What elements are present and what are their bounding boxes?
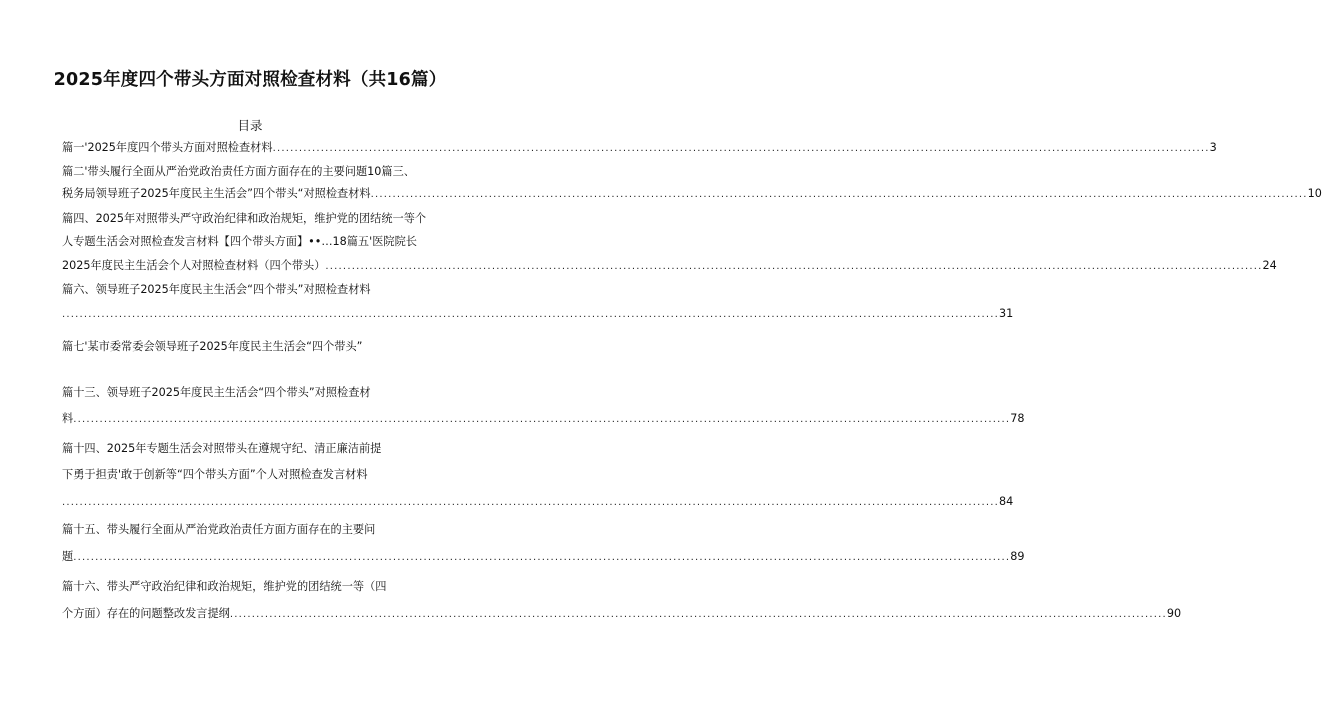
toc-leader-dots: ...................................................................................................................................................................................................................... (73, 414, 1011, 425)
toc-entry-text: 税务局领导班子2025年度民主生活会”四个带头“对照检查材料 (62, 187, 371, 200)
toc-page-number: 84 (999, 495, 1014, 508)
toc-entry-text: 个方面）存在的问题整改发言提纲 (62, 607, 230, 620)
toc-entry-3[interactable] (62, 187, 1322, 201)
toc-entry-4-line-1[interactable]: 篇四、2025年对照带头严守政治纪律和政治规矩，维护党的团结统一等个 (62, 212, 427, 225)
toc-entry-2-line[interactable]: 篇二'带头履行全面从严治党政治责任方面方面存在的主要问题10篇三、 (62, 165, 415, 178)
toc-leader-dots: ...................................................................................................................................................................................................................... (62, 497, 1000, 508)
toc-heading: 目录 (237, 118, 263, 133)
toc-entry-15-line[interactable]: 篇十五、带头履行全面从严治党政治责任方面方面存在的主要问 (62, 523, 376, 536)
toc-leader-dots: ...................................................................................................................................................................................................................... (73, 552, 1011, 563)
toc-entry-14-line-1[interactable]: 篇十四、2025年专题生活会对照带头在遵规守纪、清正廉洁前提 (62, 442, 382, 455)
toc-entry-16-line[interactable]: 篇十六、带头严守政治纪律和政治规矩，维护党的团结统一等（四 (62, 580, 387, 593)
toc-entry-6-line[interactable]: 篇六、领导班子2025年度民主生活会“四个带头”对照检查材料 (62, 283, 371, 296)
toc-entry-text: 2025年度民主生活会个人对照检查材料（四个带头） (62, 259, 326, 272)
toc-leader-dots: ...................................................................................................................................................................................................................... (229, 609, 1167, 620)
toc-page-number: 31 (999, 307, 1014, 320)
toc-page-number: 90 (1166, 607, 1182, 620)
toc-entry-13-leader[interactable] (62, 412, 1025, 426)
toc-entry-text: 题 (62, 550, 74, 563)
toc-page-number: 89 (1010, 550, 1025, 563)
toc-leader-dots: ...................................................................................................................................................................................................................... (272, 143, 1210, 154)
toc-entry-14-leader[interactable] (62, 495, 1014, 509)
toc-entry-7-line[interactable]: 篇七'某市委常委会领导班子2025年度民主生活会“四个带头” (62, 340, 363, 353)
toc-leader-dots: ...................................................................................................................................................................................................................... (325, 261, 1263, 272)
toc-entry-text: 料 (62, 412, 74, 425)
toc-entry-5[interactable] (62, 259, 1277, 273)
toc-entry-text: 篇一'2025年度四个带头方面对照检查材料 (62, 141, 273, 154)
toc-entry-15-leader[interactable] (62, 550, 1025, 564)
document-title: 2025年度四个带头方面对照检查材料（共16篇） (53, 70, 447, 90)
toc-page-number: 10 (1307, 187, 1322, 200)
toc-leader-dots: ...................................................................................................................................................................................................................... (370, 189, 1308, 200)
toc-leader-dots: ...................................................................................................................................................................................................................... (62, 309, 1000, 320)
toc-entry-4-line-2[interactable]: 人专题生活会对照检查发言材料【四个带头方面】••…18篇五'医院院长 (62, 235, 417, 248)
toc-page-number: 3 (1209, 141, 1217, 154)
toc-entry-16-leader[interactable] (62, 607, 1182, 621)
toc-entry-6-leader[interactable] (62, 307, 1014, 321)
toc-entry-13-line[interactable]: 篇十三、领导班子2025年度民主生活会“四个带头”对照检查材 (62, 386, 371, 399)
toc-page-number: 78 (1010, 412, 1025, 425)
toc-entry-14-line-2[interactable]: 下勇于担责'敢于创新等“四个带头方面”个人对照检查发言材料 (62, 468, 368, 481)
toc-entry-1[interactable] (62, 141, 1217, 155)
toc-page-number: 24 (1262, 259, 1277, 272)
